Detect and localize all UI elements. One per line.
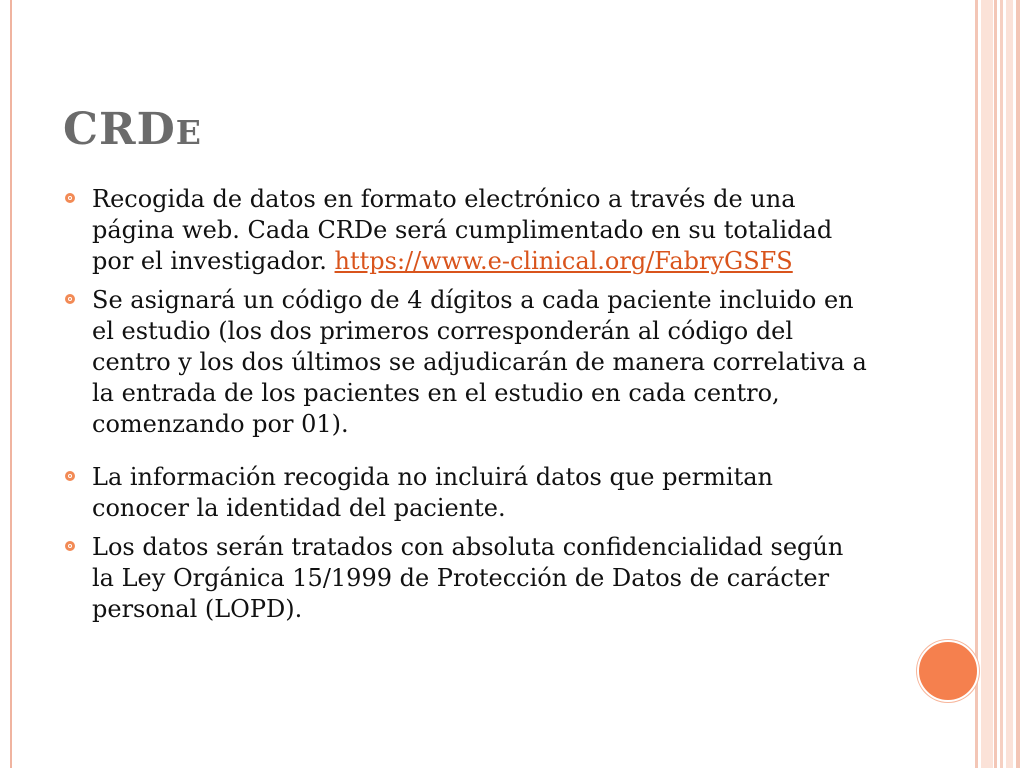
bullet-item	[62, 184, 872, 277]
ring-bullet-icon	[65, 541, 75, 551]
ring-bullet-icon	[65, 471, 75, 481]
slide-title-main: CRD	[63, 104, 176, 155]
right-decor-stripe	[1006, 0, 1013, 768]
bullet-item	[62, 462, 872, 524]
slide-title	[63, 104, 202, 155]
bullet-text: Recogida de datos en formato electrónico a través de una página web. Cada CRDe será cumplimentado en su totalidad por el investigador.	[92, 185, 833, 275]
right-decor-stripe	[1016, 0, 1020, 768]
slide-title-small-caps: E	[175, 113, 202, 152]
bullet-text: Se asignará un código de 4 dígitos a cada paciente incluido en el estudio (los dos primeros corresponderán al código del centro y los dos últimos se adjudicarán de manera correlativa a la entrada de los pacientes en el estudio en cada centro, comenzando por 01).	[92, 286, 867, 438]
ring-bullet-icon	[65, 294, 75, 304]
bullet-item	[62, 532, 872, 625]
slide-content	[62, 184, 872, 633]
right-decor-stripe	[1000, 0, 1003, 768]
right-decor-stripe	[981, 0, 993, 768]
right-decor-stripe	[994, 0, 997, 768]
e-clinical-link[interactable]: https://www.e-clinical.org/FabryGSFS	[334, 247, 793, 275]
ring-bullet-icon	[65, 193, 75, 203]
bullet-item	[62, 285, 872, 440]
left-border-rule	[10, 0, 12, 768]
orange-circle-icon	[917, 640, 979, 702]
bullet-list	[62, 184, 872, 625]
bullet-text: Los datos serán tratados con absoluta confidencialidad según la Ley Orgánica 15/1999 de Protección de Datos de carácter personal (LOPD).	[92, 533, 844, 623]
bullet-text: La información recogida no incluirá datos que permitan conocer la identidad del paciente.	[92, 463, 774, 522]
right-decor-stripe	[975, 0, 978, 768]
